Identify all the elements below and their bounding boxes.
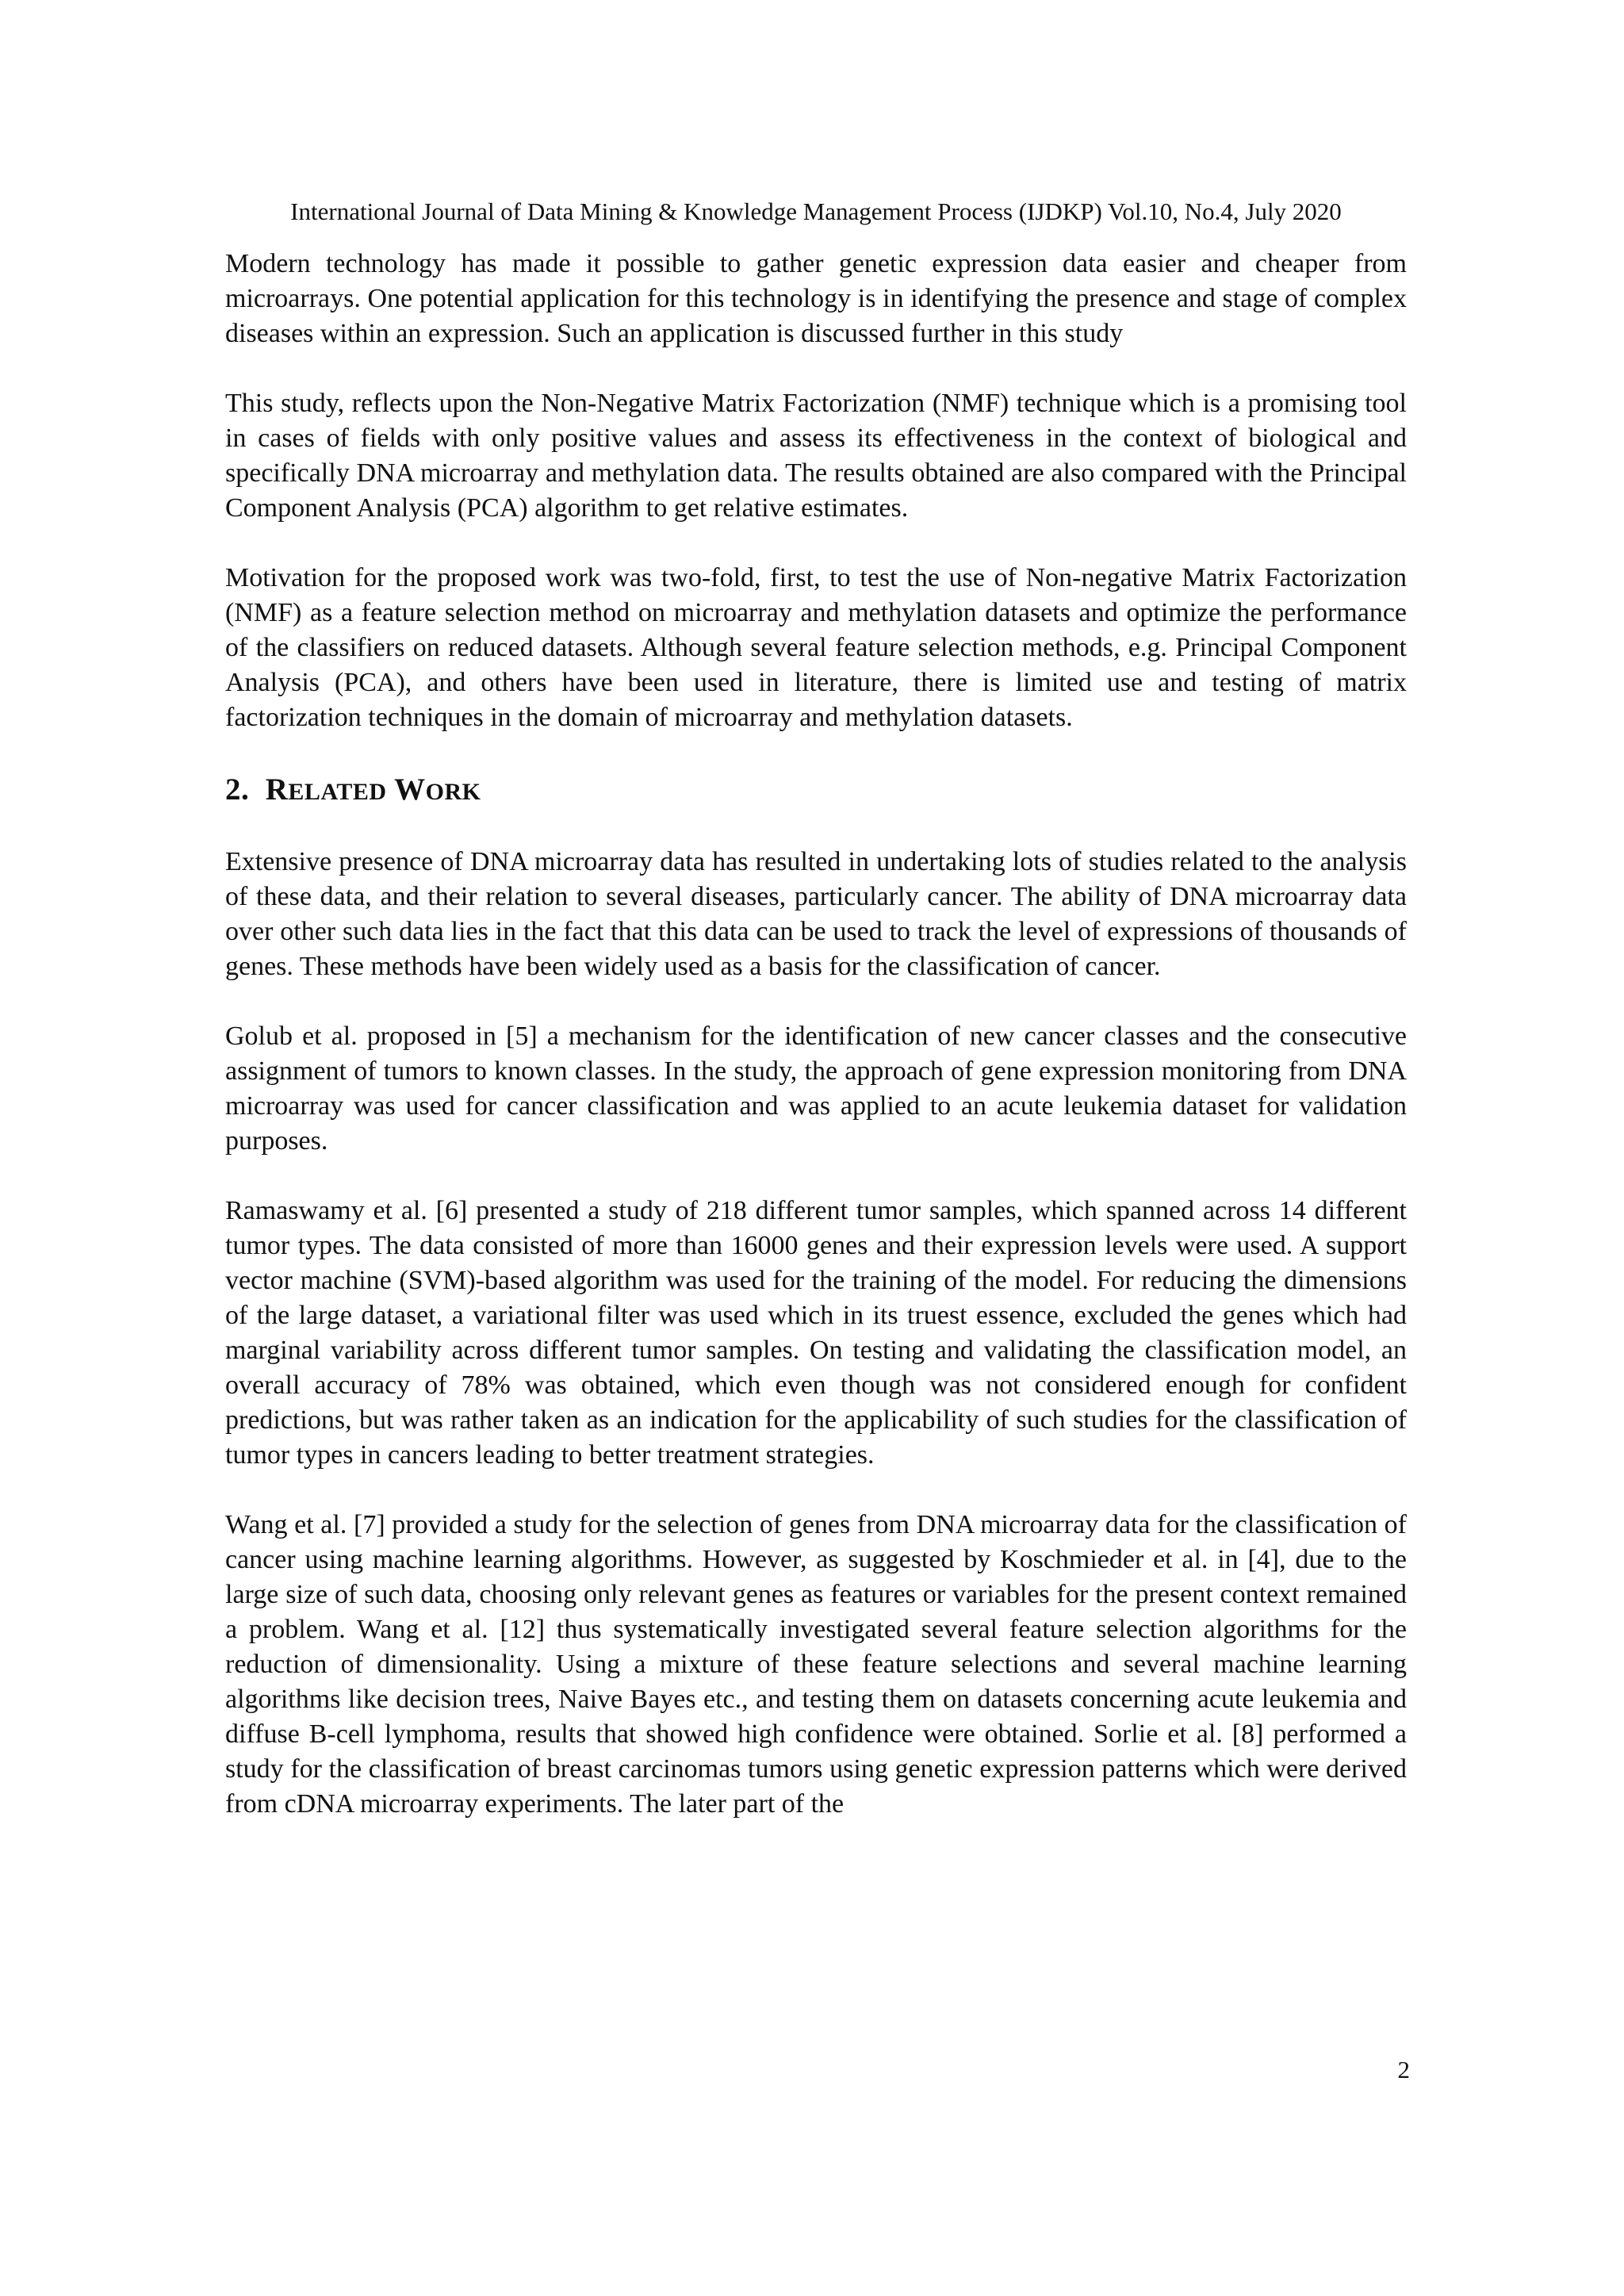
paragraph-motivation: Motivation for the proposed work was two-fold, first, to test the use of Non-negative Matrix Factorization (NMF) as a feature selection method on microarray and methylation datasets and optimize the performance of the classifiers on reduced datasets. Although several feature selection methods, e.g. Principal Component Analysis (PCA), and others have been used in literature, there is limited use and testing of matrix factorization techniques in the domain of microarray and methylation datasets.	[225, 563, 1407, 732]
section-heading-related-work	[225, 770, 1407, 812]
paragraph-intro-2: This study, reflects upon the Non-Negative Matrix Factorization (NMF) technique which is a promising tool in cases of fields with only positive values and assess its effectiveness in the context of biological and specifically DNA microarray and methylation data. The results obtained are also compared with the Principal Component Analysis (PCA) algorithm to get relative estimates.	[225, 389, 1407, 523]
section-number: 2.	[225, 772, 250, 807]
paragraph-related-ramaswamy: Ramaswamy et al. [6] presented a study of 218 different tumor samples, which spanned across 14 different tumor types. The data consisted of more than 16000 genes and their expression levels were used. A support vector machine (SVM)-based algorithm was used for the training of the model. For reducing the dimensions of the large dataset, a variational filter was used which in its truest essence, excluded the genes which had marginal variability across different tumor samples. On testing and validating the classification model, an overall accuracy of 78% was obtained, which even though was not considered enough for confident predictions, but was rather taken as an indication for the applicability of such studies for the classification of tumor types in cancers leading to better treatment strategies.	[225, 1196, 1407, 1470]
section-title-initial-2: W	[394, 772, 426, 807]
page-number: 2	[1397, 2056, 1410, 2083]
section-title-rest-1: ELATED	[288, 779, 387, 805]
paragraph-intro-1: Modern technology has made it possible to gather genetic expression data easier and cheaper from microarrays. One potential application for this technology is in identifying the presence and stage of complex diseases within an expression. Such an application is discussed further in this study	[225, 249, 1407, 348]
paragraph-related-golub: Golub et al. proposed in [5] a mechanism for the identification of new cancer classes and the consecutive assignment of tumors to known classes. In the study, the approach of gene expression monitoring from DNA microarray was used for cancer classification and was applied to an acute leukemia dataset for validation purposes.	[225, 1022, 1407, 1156]
section-title-rest-2: ORK	[425, 779, 481, 805]
page-body	[225, 247, 1407, 1822]
paragraph-related-1: Extensive presence of DNA microarray data has resulted in undertaking lots of studies related to the analysis of these data, and their relation to several diseases, particularly cancer. The ability of DNA microarray data over other such data lies in the fact that this data can be used to track the level of expressions of thousands of genes. These methods have been widely used as a basis for the classification of cancer.	[225, 847, 1407, 981]
section-title-initial-1: R	[265, 772, 289, 807]
running-header: International Journal of Data Mining & Knowledge Management Process (IJDKP) Vol.10, No.4, July 2020	[290, 197, 1342, 225]
paragraph-related-wang: Wang et al. [7] provided a study for the selection of genes from DNA microarray data for the classification of cancer using machine learning algorithms. However, as suggested by Koschmieder et al. in [4], due to the large size of such data, choosing only relevant genes as features or variables for the present context remained a problem. Wang et al. [12] thus systematically investigated several feature selection algorithms for the reduction of dimensionality. Using a mixture of these feature selections and several machine learning algorithms like decision trees, Naive Bayes etc., and testing them on datasets concerning acute leukemia and diffuse B-cell lymphoma, results that showed high confidence were obtained. Sorlie et al. [8] performed a study for the classification of breast carcinomas tumors using genetic expression patterns which were derived from cDNA microarray experiments. The later part of the	[225, 1510, 1407, 1819]
